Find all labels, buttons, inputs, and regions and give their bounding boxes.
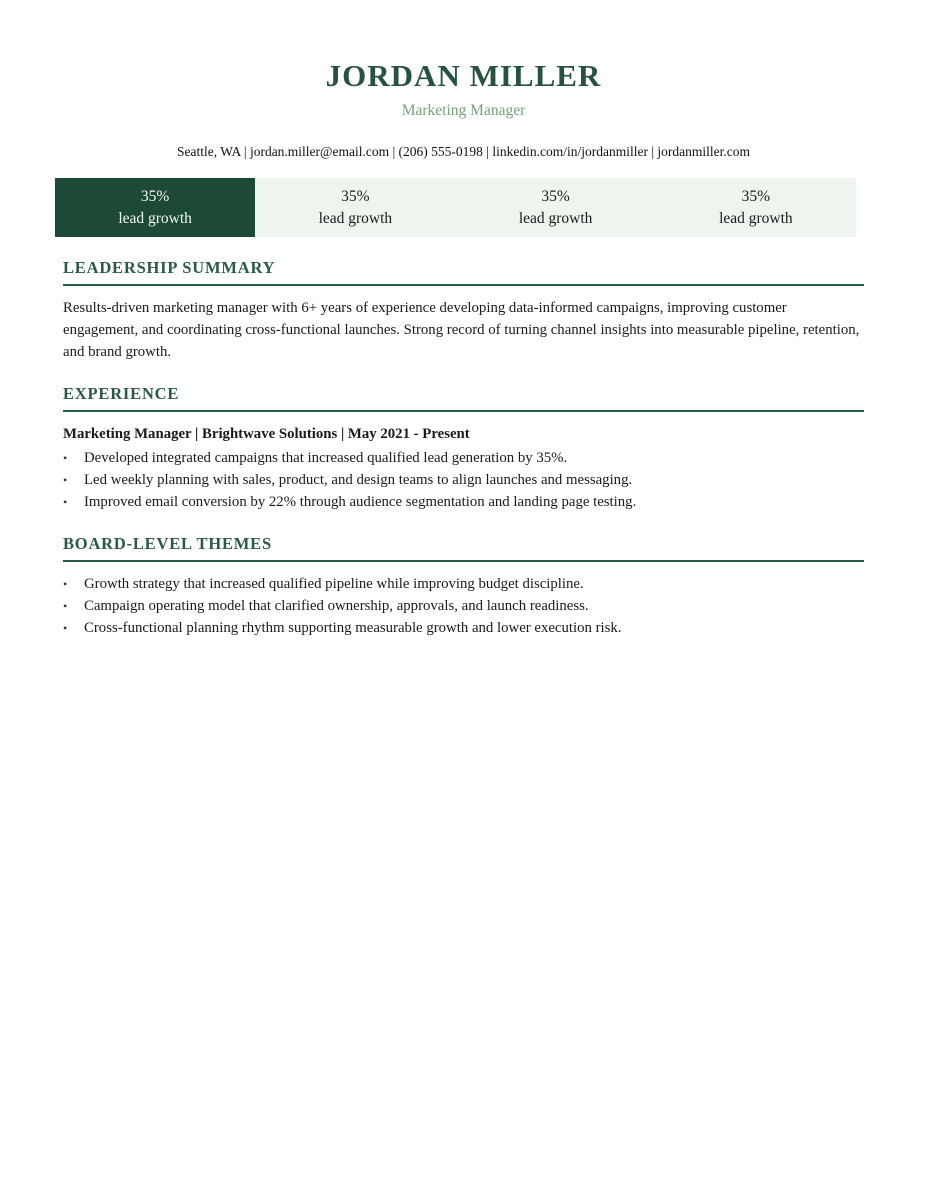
bullet-item: • Developed integrated campaigns that increased qualified lead generation by 35%.: [63, 447, 864, 469]
experience-bullet-list: [63, 447, 864, 513]
stat-cell: [656, 178, 856, 237]
resume-header: [0, 0, 927, 160]
themes-bullet-list: [63, 573, 864, 639]
stat-label: lead growth: [518, 209, 593, 227]
contact-line: Seattle, WA | jordan.miller@email.com | (206) 555-0198 | linkedin.com/in/jordanmiller | jordanmiller.com: [177, 144, 750, 159]
section-experience: [63, 384, 864, 513]
stat-label: lead growth: [318, 209, 393, 227]
stat-value: 35%: [140, 187, 170, 205]
bullet-item: • Campaign operating model that clarified ownership, approvals, and launch readiness.: [63, 595, 864, 617]
job-title-line: Marketing Manager | Brightwave Solutions | May 2021 - Present: [63, 426, 470, 442]
section-leadership-summary: [63, 258, 864, 363]
stat-cell: [456, 178, 656, 237]
stat-value: 35%: [341, 187, 370, 205]
section-heading: LEADERSHIP SUMMARY: [63, 258, 864, 286]
section-body: [63, 412, 864, 513]
bullet-item: • Improved email conversion by 22% through audience segmentation and landing page testing.: [63, 491, 864, 513]
section-heading: BOARD-LEVEL THEMES: [63, 534, 864, 562]
section-body: [63, 562, 864, 639]
bullet-item: • Led weekly planning with sales, product, and design teams to align launches and messaging.: [63, 469, 864, 491]
section-board-level-themes: [63, 534, 864, 639]
stat-label: lead growth: [118, 209, 192, 227]
bullet-item: • Cross-functional planning rhythm supporting measurable growth and lower execution risk.: [63, 617, 864, 639]
summary-paragraph: Results-driven marketing manager with 6+ years of experience developing data-informed campaigns, improving customer engagement, and coordinating cross-functional launches. Strong record of turning channel insights into measurable pipeline, retention, and brand growth.: [63, 300, 860, 360]
resume-sections: [63, 258, 864, 639]
section-heading: EXPERIENCE: [63, 384, 864, 412]
section-body: [63, 286, 864, 363]
stat-value: 35%: [741, 187, 771, 205]
stat-cell: [255, 178, 455, 237]
candidate-name: JORDAN MILLER: [325, 58, 602, 93]
stat-value: 35%: [541, 187, 570, 205]
stats-bar: [55, 178, 856, 237]
candidate-title: Marketing Manager: [401, 102, 526, 119]
stat-label: lead growth: [719, 209, 793, 227]
stat-cell-highlighted: [55, 178, 255, 237]
bullet-item: • Growth strategy that increased qualified pipeline while improving budget discipline.: [63, 573, 864, 595]
